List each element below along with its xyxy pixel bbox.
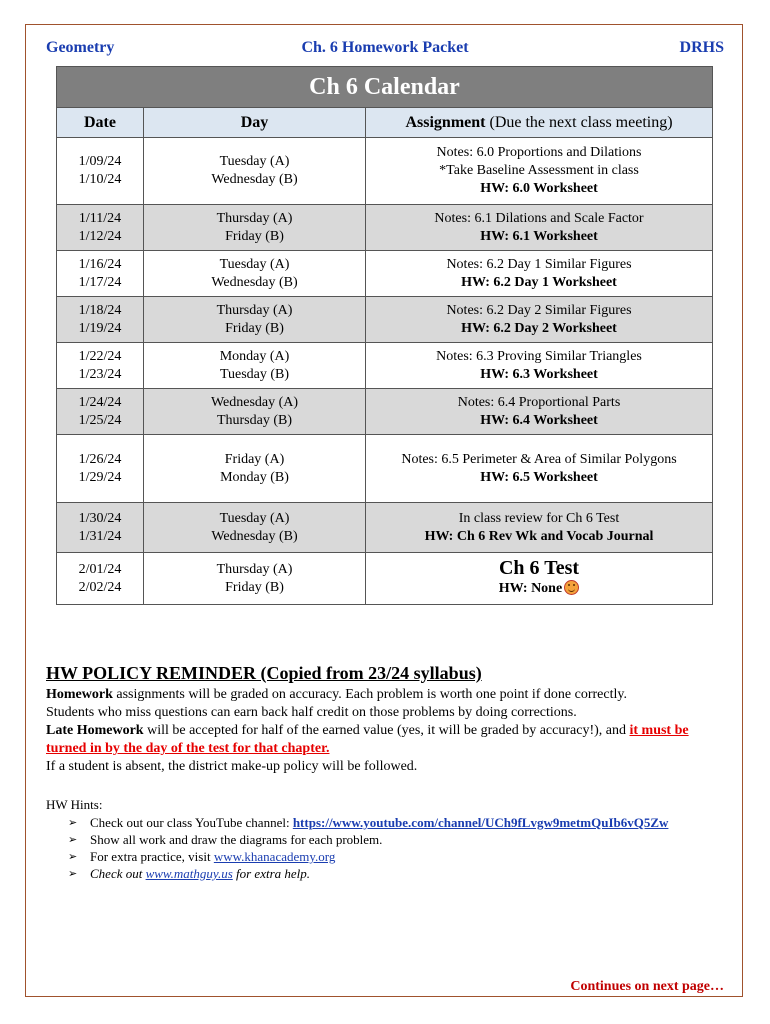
policy-paragraph: Students who miss questions can earn back half credit on those problems by doing corrections. (46, 705, 577, 720)
hw-policy-section (46, 662, 726, 776)
list-item (68, 831, 736, 848)
assignment-cell (366, 503, 713, 553)
table-row (57, 138, 713, 205)
calendar-title: Ch 6 Calendar (57, 67, 713, 108)
mathguy-link[interactable]: www.mathguy.us (145, 866, 233, 881)
day-b: Friday (B) (225, 320, 284, 336)
notes-text: Notes: 6.0 Proportions and Dilations (436, 145, 642, 160)
date-a: 1/16/24 (78, 256, 122, 272)
youtube-channel-link[interactable]: https://www.youtube.com/channel/UCh9fLvgw9metmQuIb6vQ5Zw (292, 815, 669, 830)
hint-text: Check out (90, 866, 146, 881)
date-a: 1/22/24 (78, 348, 122, 364)
day-a: Thursday (A) (216, 561, 293, 577)
date-a: 1/26/24 (78, 451, 122, 467)
day-cell (144, 138, 366, 205)
homework-text: HW: 6.4 Worksheet (480, 412, 598, 428)
day-column-header: Day (144, 108, 366, 138)
hint-text: Check out our class YouTube channel: (90, 815, 293, 830)
date-b: 1/10/24 (78, 172, 122, 187)
assignment-header-bold: Assignment (405, 113, 486, 131)
policy-heading: HW POLICY REMINDER (Copied from 23/24 syllabus) (46, 663, 482, 683)
policy-paragraph (46, 686, 726, 704)
homework-text: HW: None (498, 581, 563, 596)
homework-text: HW: Ch 6 Rev Wk and Vocab Journal (424, 528, 654, 544)
list-item (68, 865, 736, 882)
smiley-face-icon (564, 580, 579, 595)
date-cell (57, 343, 144, 389)
date-column-header: Date (57, 108, 144, 138)
day-b: Friday (B) (225, 228, 284, 244)
policy-text: assignments will be graded on accuracy. Each problem is worth one point if done correctly. (112, 687, 627, 702)
assignment-cell (366, 343, 713, 389)
date-a: 1/09/24 (78, 154, 122, 169)
date-cell (57, 251, 144, 297)
hint-text: for extra help. (232, 866, 311, 881)
calendar-header-row (57, 108, 713, 138)
table-row (57, 503, 713, 553)
day-a: Tuesday (A) (219, 154, 290, 169)
assignment-cell (366, 205, 713, 251)
day-cell (144, 553, 366, 605)
khan-academy-link[interactable]: www.khanacademy.org (213, 849, 336, 864)
school-name: DRHS (679, 39, 724, 56)
calendar-title-row (57, 67, 713, 108)
day-a: Tuesday (A) (219, 256, 290, 272)
table-row (57, 205, 713, 251)
notes-text: Notes: 6.3 Proving Similar Triangles (436, 348, 642, 364)
date-a: 1/30/24 (78, 510, 122, 526)
day-cell (144, 251, 366, 297)
continues-footer: Continues on next page… (570, 979, 724, 994)
date-cell (57, 389, 144, 435)
table-row (57, 297, 713, 343)
notes-text: Notes: 6.2 Day 1 Similar Figures (446, 256, 632, 272)
hint-text: For extra practice, visit (90, 849, 214, 864)
day-cell (144, 343, 366, 389)
notes-text: Notes: 6.2 Day 2 Similar Figures (446, 302, 632, 318)
list-item (68, 814, 736, 831)
day-b: Tuesday (B) (219, 366, 290, 382)
course-name: Geometry (46, 39, 115, 56)
date-b: 1/25/24 (78, 412, 122, 428)
table-row (57, 343, 713, 389)
table-row (57, 435, 713, 503)
date-a: 1/18/24 (78, 302, 122, 318)
notes-text: Notes: 6.5 Perimeter & Area of Similar Polygons (401, 451, 677, 467)
day-b: Wednesday (B) (211, 528, 298, 544)
day-b: Thursday (B) (216, 412, 293, 428)
date-cell (57, 503, 144, 553)
list-item (68, 848, 736, 865)
date-a: 1/11/24 (78, 210, 122, 226)
assignment-cell (366, 251, 713, 297)
notes-text: Notes: 6.1 Dilations and Scale Factor (434, 210, 644, 226)
assignment-cell (366, 138, 713, 205)
day-cell (144, 503, 366, 553)
table-row (57, 389, 713, 435)
date-cell (57, 553, 144, 605)
date-a: 2/01/24 (78, 561, 122, 577)
day-a: Thursday (A) (216, 302, 293, 318)
assignment-column-header (366, 108, 713, 138)
policy-warning: it must be turned in by the day of the test for that chapter. (46, 723, 689, 756)
date-cell (57, 205, 144, 251)
day-b: Wednesday (B) (211, 274, 298, 290)
page-header (46, 39, 724, 59)
date-a: 1/24/24 (78, 394, 122, 410)
notes-extra: *Take Baseline Assessment in class (439, 163, 639, 178)
day-cell (144, 389, 366, 435)
policy-term: Late Homework (46, 723, 144, 738)
day-a: Tuesday (A) (219, 510, 290, 526)
notes-text: In class review for Ch 6 Test (458, 510, 620, 526)
day-a: Wednesday (A) (210, 394, 299, 410)
table-row (57, 251, 713, 297)
day-b: Wednesday (B) (211, 172, 298, 187)
date-b: 1/23/24 (78, 366, 122, 382)
date-cell (57, 435, 144, 503)
homework-text: HW: 6.5 Worksheet (480, 469, 598, 485)
assignment-cell (366, 553, 713, 605)
arrow-bullet-icon: ➢ (68, 816, 78, 829)
policy-paragraph: If a student is absent, the district make-up policy will be followed. (46, 759, 418, 774)
assignment-cell (366, 435, 713, 503)
hints-label: HW Hints: (46, 797, 103, 812)
homework-text: HW: 6.0 Worksheet (480, 181, 598, 196)
day-a: Monday (A) (219, 348, 290, 364)
date-b: 2/02/24 (78, 579, 122, 595)
notes-text: Notes: 6.4 Proportional Parts (457, 394, 621, 410)
homework-text: HW: 6.3 Worksheet (480, 366, 598, 382)
homework-text: HW: 6.2 Day 1 Worksheet (461, 274, 617, 290)
calendar-table (56, 66, 713, 605)
arrow-bullet-icon: ➢ (68, 867, 78, 880)
date-b: 1/31/24 (78, 528, 122, 544)
day-b: Monday (B) (220, 469, 289, 485)
date-b: 1/29/24 (78, 469, 122, 485)
test-title: Ch 6 Test (498, 557, 580, 579)
date-cell (57, 297, 144, 343)
hint-text: Show all work and draw the diagrams for each problem. (90, 832, 383, 847)
day-cell (144, 435, 366, 503)
table-row (57, 553, 713, 605)
day-a: Thursday (A) (216, 210, 293, 226)
date-b: 1/17/24 (78, 274, 122, 290)
day-b: Friday (B) (225, 579, 284, 595)
date-b: 1/12/24 (78, 228, 122, 244)
day-a: Friday (A) (224, 451, 285, 467)
arrow-bullet-icon: ➢ (68, 850, 78, 863)
day-cell (144, 205, 366, 251)
assignment-header-note: (Due the next class meeting) (485, 113, 673, 131)
assignment-cell (366, 389, 713, 435)
assignment-cell (366, 297, 713, 343)
packet-title: Ch. 6 Homework Packet (301, 39, 469, 56)
arrow-bullet-icon: ➢ (68, 833, 78, 846)
date-b: 1/19/24 (78, 320, 122, 336)
day-cell (144, 297, 366, 343)
hints-list (46, 814, 736, 882)
homework-text: HW: 6.2 Day 2 Worksheet (461, 320, 617, 336)
policy-term: Homework (46, 687, 113, 702)
date-cell (57, 138, 144, 205)
policy-paragraph (46, 722, 726, 758)
hw-hints-section (46, 796, 736, 882)
homework-text: HW: 6.1 Worksheet (480, 228, 598, 244)
policy-text: will be accepted for half of the earned value (yes, it will be graded by accuracy!), and (143, 723, 630, 738)
